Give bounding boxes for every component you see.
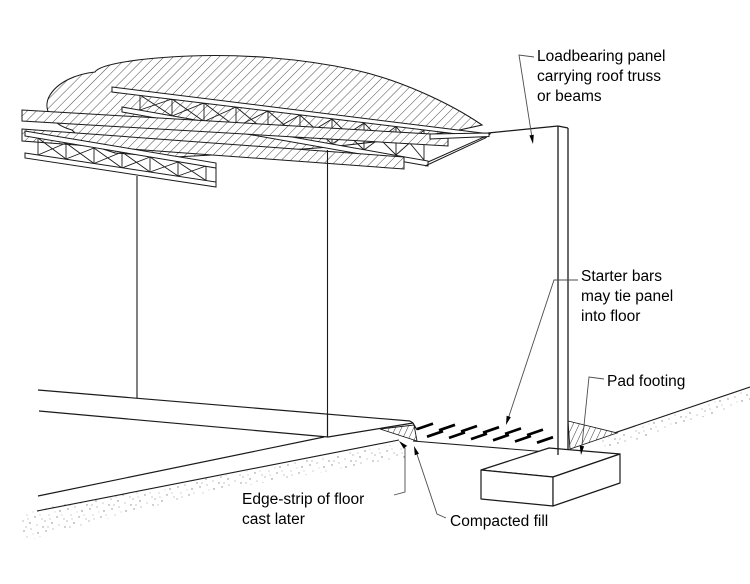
label-compacted-fill	[450, 513, 548, 530]
footing-front-face	[481, 470, 553, 506]
label-line: or beams	[537, 88, 602, 105]
label-line: Pad footing	[607, 373, 686, 390]
label-line: into floor	[581, 308, 641, 325]
ground	[22, 387, 750, 542]
label-line: Starter bars	[581, 268, 662, 285]
roof-assembly	[22, 56, 490, 187]
label-edge-strip	[242, 491, 364, 528]
ground-stipple-right	[600, 389, 750, 452]
label-pad-footing	[607, 373, 685, 390]
loadbearing-panel	[488, 126, 568, 455]
panel-top-face	[558, 126, 568, 128]
arrowhead-compacted-fill	[414, 446, 419, 455]
label-line: Edge-strip of floor	[242, 491, 365, 508]
label-line: cast later	[242, 511, 305, 528]
label-starter-bars	[581, 268, 673, 325]
pad-footing	[481, 448, 620, 506]
panel-top-edge	[488, 126, 558, 133]
label-line: may tie panel	[581, 288, 674, 305]
bearing-beam	[430, 133, 489, 139]
label-line: Loadbearing panel	[537, 48, 666, 65]
arrowhead-starter-bars	[506, 416, 511, 425]
leader-compacted-fill	[417, 454, 446, 518]
leader-loadbearing-panel	[519, 55, 534, 135]
label-loadbearing-panel	[537, 48, 665, 105]
label-line: Compacted fill	[450, 513, 549, 530]
arrowhead-loadbearing	[529, 135, 533, 144]
label-line: carrying roof truss	[537, 68, 662, 85]
slab-front-top-edge	[39, 411, 328, 437]
leader-arrowheads	[399, 135, 584, 455]
starter-bars	[417, 424, 553, 443]
